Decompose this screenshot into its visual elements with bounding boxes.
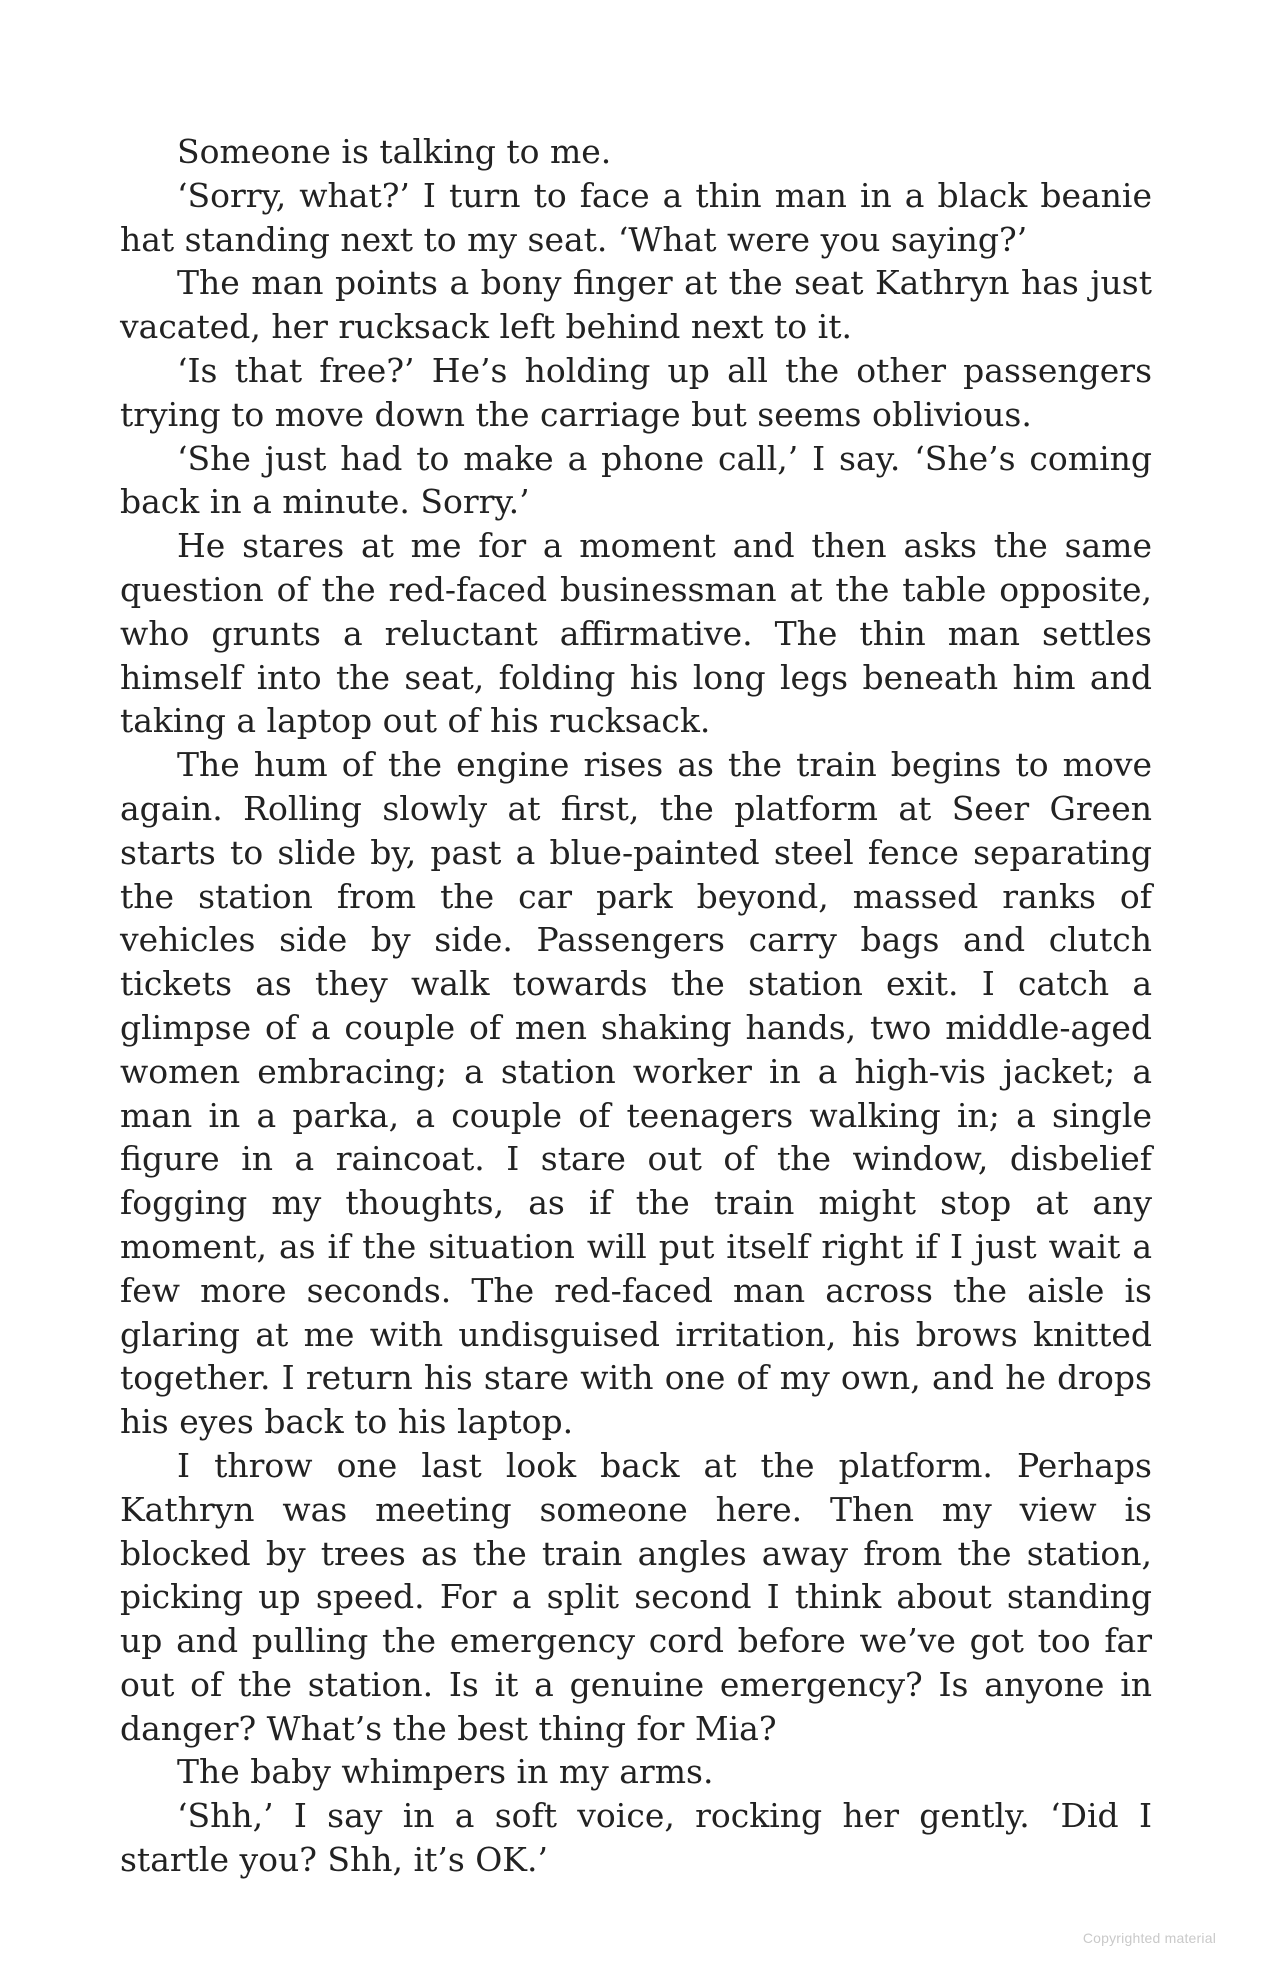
paragraph: ‘Is that free?’ He’s holding up all the other passengers trying to move down the carriage but seems oblivious.: [120, 350, 1152, 434]
paragraph: ‘Sorry, what?’ I turn to face a thin man in a black beanie hat standing next to my seat. ‘What were you saying?’: [120, 175, 1152, 259]
copyright-watermark: Copyrighted material: [1082, 1930, 1216, 1946]
paragraph: The hum of the engine rises as the train begins to move again. Rolling slowly at first, the platform at Seer Green starts to slide by, past a blue-painted steel fence separating the station from the car park beyond, massed ranks of vehicles side by side. Passengers carry bags and clutch tickets as they walk towards the station exit. I catch a glimpse of a couple of men shaking hands, two middle-aged women embracing; a station worker in a high-vis jacket; a man in a parka, a couple of teenagers walking in; a single figure in a raincoat. I stare out of the window, disbelief fogging my thoughts, as if the train might stop at any moment, as if the situation will put itself right if I just wait a few more seconds. The red-faced man across the aisle is glaring at me with undisguised irritation, his brows knitted together. I return his stare with one of my own, and he drops his eyes back to his laptop.: [120, 745, 1152, 1442]
paragraph: ‘She just had to make a phone call,’ I say. ‘She’s coming back in a minute. Sorry.’: [120, 438, 1152, 522]
paragraph: The man points a bony finger at the seat Kathryn has just vacated, her rucksack left behind next to it.: [120, 263, 1152, 347]
paragraph: ‘Shh,’ I say in a soft voice, rocking her gently. ‘Did I startle you? Shh, it’s OK.’: [120, 1796, 1152, 1880]
body-text: [120, 130, 1152, 1882]
paragraph: The baby whimpers in my arms.: [177, 1752, 714, 1792]
paragraph: He stares at me for a moment and then asks the same question of the red-faced businessman at the table opposite, who grunts a reluctant affirmative. The thin man settles himself into the seat, folding his long legs beneath him and taking a laptop out of his rucksack.: [120, 526, 1152, 741]
paragraph: I throw one last look back at the platform. Perhaps Kathryn was meeting someone here. Then my view is blocked by trees as the train angles away from the station, picking up speed. For a split second I think about standing up and pulling the emergency cord before we’ve got too far out of the station. Is it a genuine emergency? Is anyone in danger? What’s the best thing for Mia?: [120, 1445, 1152, 1748]
paragraph: Someone is talking to me.: [177, 132, 612, 171]
